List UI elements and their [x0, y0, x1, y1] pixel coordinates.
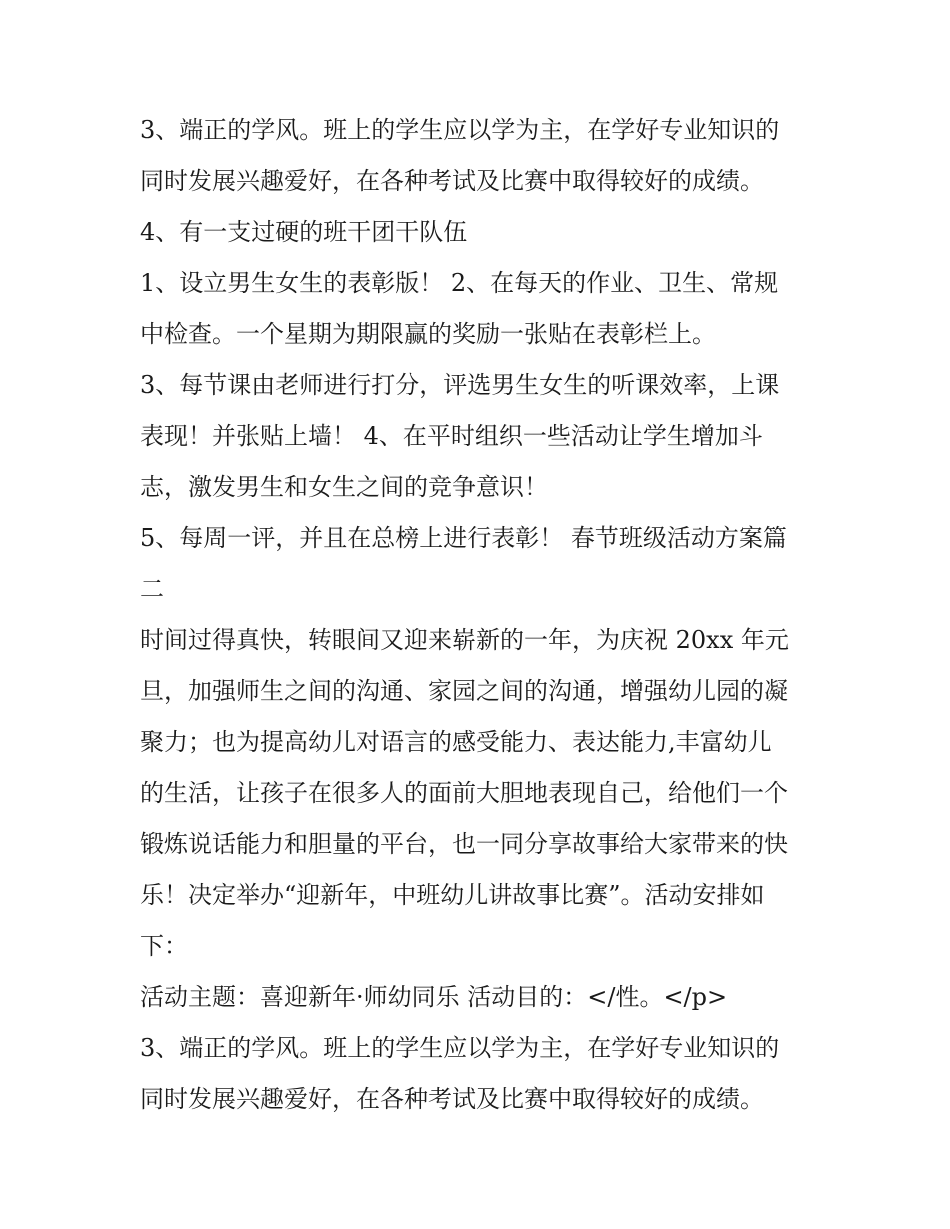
- text-line: 二: [140, 575, 164, 603]
- text-line: 中检查。一个星期为期限赢的奖励一张贴在表彰栏上。: [140, 320, 716, 348]
- document-body: [140, 105, 820, 1125]
- text-line: 锻炼说话能力和胆量的平台，也一同分享故事给大家带来的快: [140, 830, 788, 858]
- text-line: 的生活，让孩子在很多人的面前大胆地表现自己，给他们一个: [140, 779, 788, 807]
- text-line: 活动主题：喜迎新年·师幼同乐 活动目的：</性。</p>: [140, 983, 728, 1011]
- text-line: 3、端正的学风。班上的学生应以学为主，在学好专业知识的: [140, 116, 780, 144]
- text-line: 表现！并张贴上墙！ 4、在平时组织一些活动让学生增加斗: [140, 422, 763, 450]
- text-line: 聚力；也为提高幼儿对语言的感受能力、表达能力,丰富幼儿: [140, 728, 772, 756]
- text-line: 下：: [140, 932, 188, 960]
- text-line: 4、有一支过硬的班干团干队伍: [140, 218, 468, 246]
- text-line: 1、设立男生女生的表彰版！ 2、在每天的作业、卫生、常规: [140, 269, 779, 297]
- text-line: 旦，加强师生之间的沟通、家园之间的沟通，增强幼儿园的凝: [140, 677, 788, 705]
- text-line: 3、端正的学风。班上的学生应以学为主，在学好专业知识的: [140, 1034, 780, 1062]
- text-line: 时间过得真快，转眼间又迎来崭新的一年，为庆祝 20xx 年元: [140, 626, 789, 654]
- text-line: 志，激发男生和女生之间的竞争意识！: [140, 473, 548, 501]
- text-line: 乐！决定举办“迎新年，中班幼儿讲故事比赛”。活动安排如: [140, 881, 765, 909]
- text-line: 5、每周一评，并且在总榜上进行表彰！ 春节班级活动方案篇: [140, 524, 787, 552]
- text-line: 同时发展兴趣爱好，在各种考试及比赛中取得较好的成绩。: [140, 1085, 764, 1113]
- text-line: 3、每节课由老师进行打分，评选男生女生的听课效率，上课: [140, 371, 780, 399]
- text-line: 同时发展兴趣爱好，在各种考试及比赛中取得较好的成绩。: [140, 167, 764, 195]
